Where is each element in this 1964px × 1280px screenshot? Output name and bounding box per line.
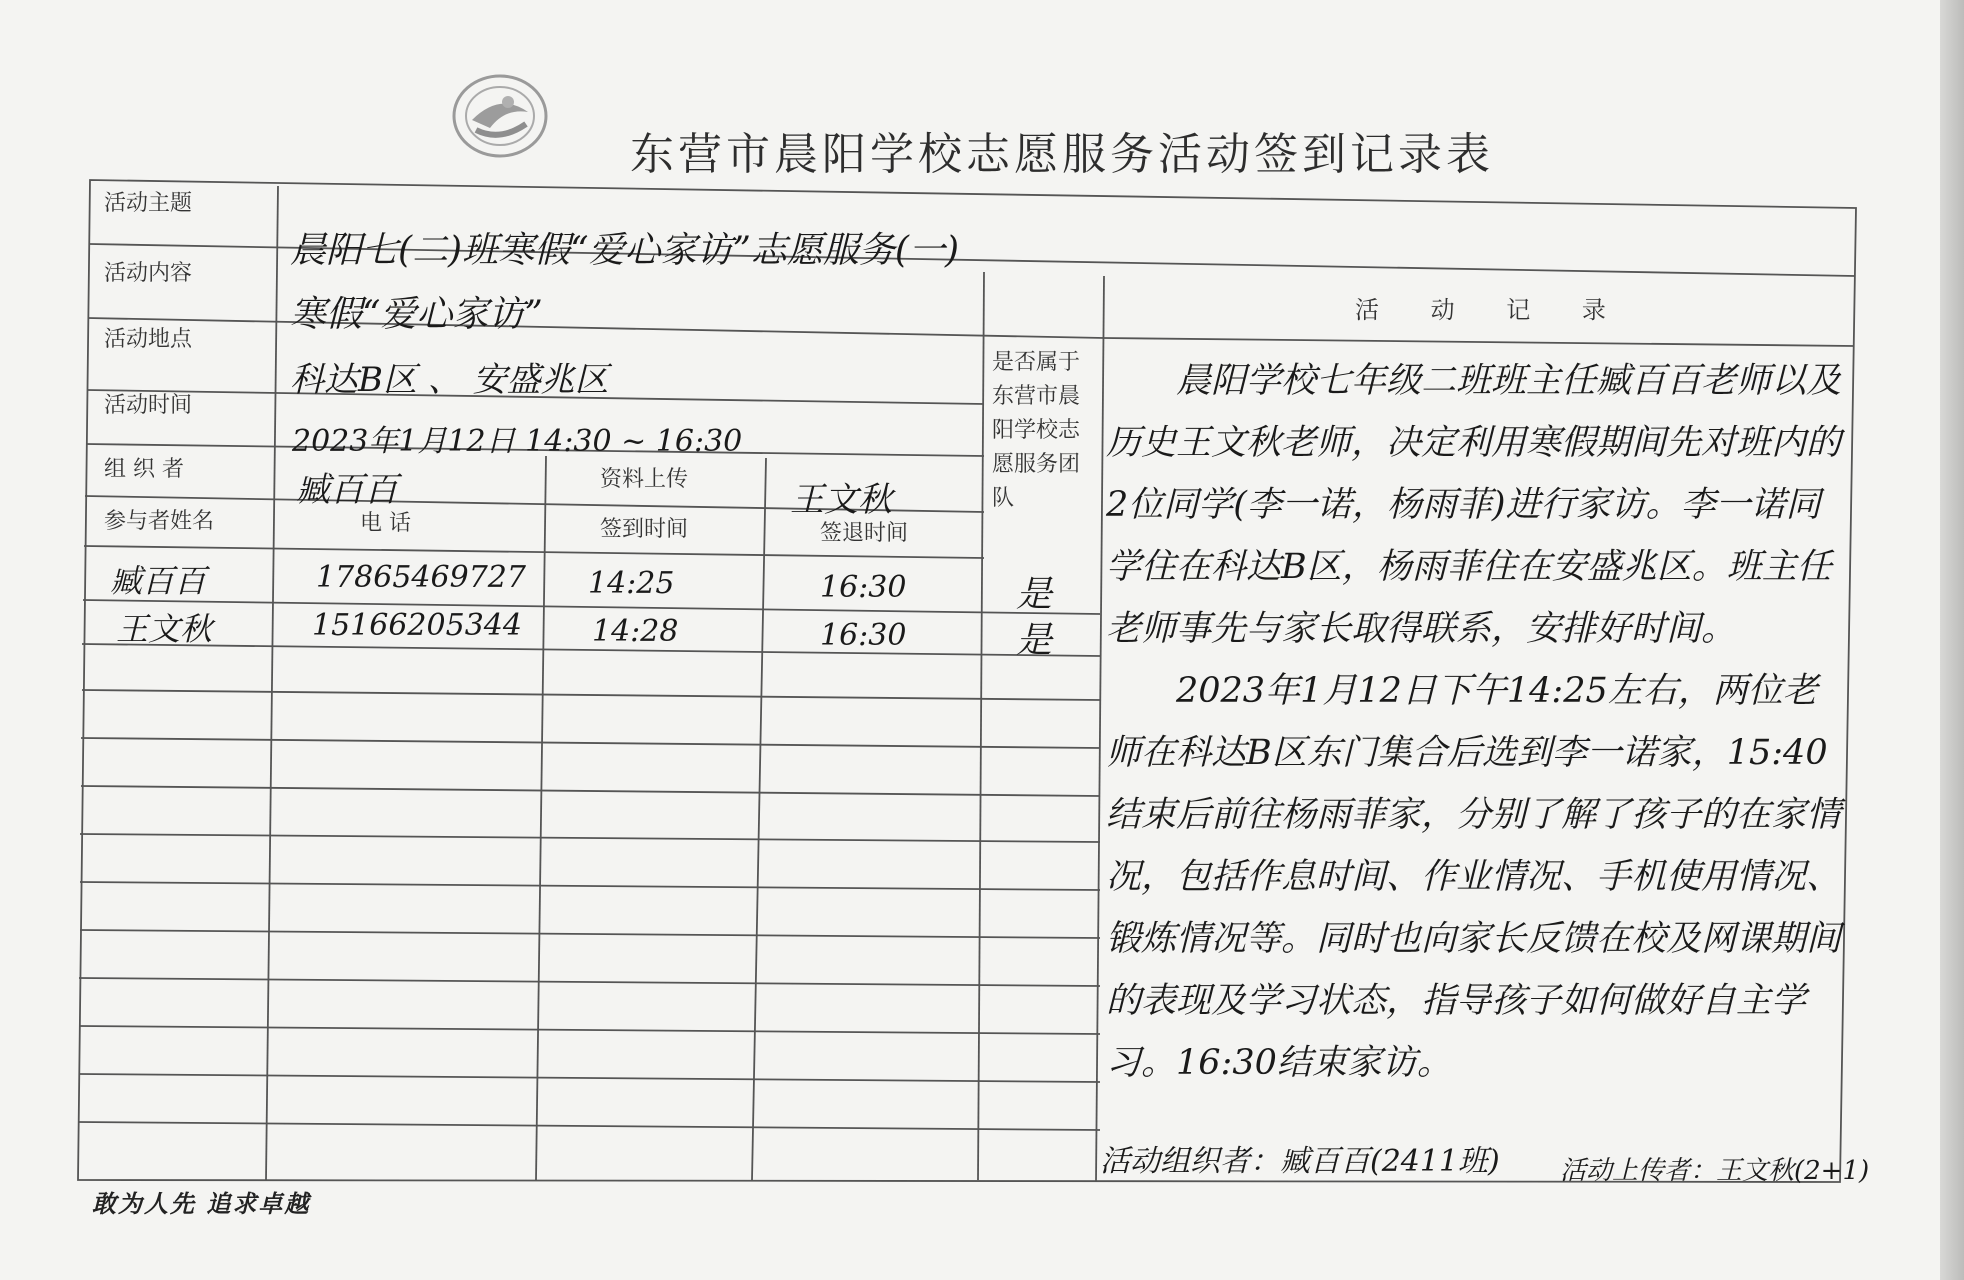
participant-2-signout: 16:30: [820, 618, 907, 653]
value-theme: 晨阳七(二)班寒假“爱心家访”志愿服务(一): [290, 230, 959, 271]
participant-2-name: 王文秋: [116, 610, 213, 648]
participant-1-team: 是: [1016, 574, 1053, 615]
participant-2-team: 是: [1016, 620, 1053, 661]
label-theme: 活动主题: [104, 191, 193, 216]
record-paragraph-2: 2023年1月12日下午14:25左右，两位老师在科达B区东门集合后选到李一诺家，15:40结束后前往杨雨菲家，分别了解了孩子的在家情况，包括作息时间、作业情况、手机使用情况、锻炼情况等。同时也向家长反馈在校及网课期间的表现及学习状态，指导孩子如何做好自主学习。16:30结束家访。: [1106, 671, 1842, 1083]
participant-2-phone: 15166205344: [312, 608, 522, 643]
label-is-team: 是否属于东营市晨阳学校志愿服务团 队: [992, 350, 1081, 511]
record-paragraph-1: 晨阳学校七年级二班班主任臧百百老师以及历史王文秋老师，决定利用寒假期间先对班内的2位同学(李一诺，杨雨菲)进行家访。李一诺同学住在科达B区，杨雨菲住在安盛兆区。班主任老师事先与家长取得联系，安排好时间。: [1106, 361, 1842, 649]
header-signin: 签到时间: [600, 517, 689, 542]
organizer-signature: 活动组织者：臧百百(2411班): [1100, 1144, 1500, 1179]
participant-1-signin: 14:25: [588, 566, 675, 601]
paper-edge: [1940, 0, 1964, 1280]
participant-2-signin: 14:28: [592, 614, 679, 649]
participant-1-phone: 17865469727: [316, 560, 526, 595]
label-time: 活动时间: [104, 393, 193, 418]
label-organizer: 组 织 者: [104, 457, 184, 482]
label-participants: 参与者姓名: [104, 509, 215, 534]
uploader-signature: 活动上传者：王文秋(2+1): [1560, 1156, 1870, 1186]
header-phone: 电 话: [360, 511, 411, 536]
value-time: 2023年1月12日 14:30 ~ 16:30: [292, 424, 743, 459]
record-heading: 活 动 记 录: [1355, 296, 1628, 324]
participant-1-name: 臧百百: [110, 562, 207, 600]
record-body: [1106, 350, 1846, 1094]
value-organizer: 臧百百: [296, 470, 398, 510]
school-slogan: 敢为人先 追求卓越: [92, 1189, 311, 1218]
label-content: 活动内容: [104, 261, 193, 286]
participant-1-signout: 16:30: [820, 570, 907, 605]
label-place: 活动地点: [104, 327, 193, 352]
form-title: 东营市晨阳学校志愿服务活动签到记录表: [630, 129, 1494, 180]
label-upload: 资料上传: [600, 467, 689, 492]
value-content: 寒假“爱心家访”: [290, 294, 543, 335]
value-place: 科达B区 、 安盛兆区: [290, 360, 609, 400]
value-uploader: 王文秋: [790, 480, 892, 520]
header-signout: 签退时间: [820, 521, 909, 546]
